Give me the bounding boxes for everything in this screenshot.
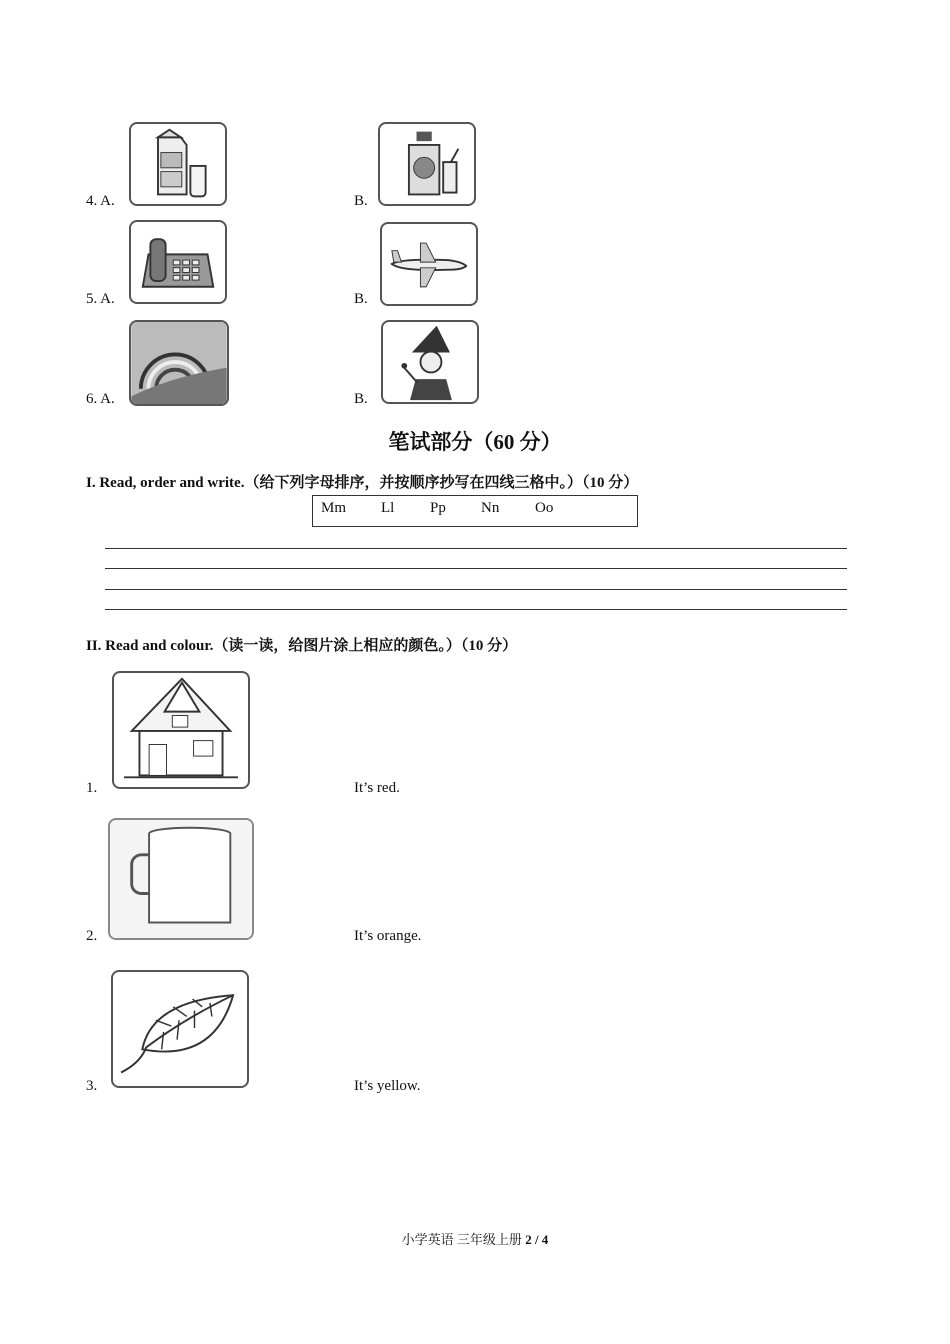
q4-b-label: B. (354, 193, 368, 209)
item-3-number: 3. (86, 1078, 98, 1094)
q5-b-label: B. (354, 291, 368, 307)
letters-box (312, 495, 638, 527)
writing-line (105, 568, 847, 569)
item-2-text: It’s orange. (354, 928, 422, 944)
item-1-text: It’s red. (354, 780, 400, 796)
footer-subject: 小学英语 三年级上册 (401, 1232, 522, 1247)
writing-line (105, 609, 847, 610)
juice-bottle-icon (378, 122, 476, 206)
mug-icon (108, 818, 254, 940)
section-2-heading: II. Read and colour.（读一读，给图片涂上相应的颜色。）（10 分） (86, 638, 518, 654)
letter-item: Oo (535, 500, 554, 516)
item-2-number: 2. (86, 928, 98, 944)
writing-line (105, 589, 847, 590)
q6-a-label: 6. A. (86, 391, 115, 407)
written-section-title: 笔试部分（60 分） (388, 430, 562, 454)
witch-icon (381, 320, 479, 404)
writing-line (105, 548, 847, 549)
item-1-number: 1. (86, 780, 98, 796)
rainbow-icon (129, 320, 229, 406)
q5-a-label: 5. A. (86, 291, 115, 307)
letter-item: Pp (430, 500, 446, 516)
page-footer (0, 1229, 950, 1248)
letter-item: Mm (321, 500, 347, 516)
leaf-icon (111, 970, 249, 1088)
telephone-icon (129, 220, 227, 304)
house-icon (112, 671, 250, 789)
milk-carton-icon (129, 122, 227, 206)
letter-item: Ll (381, 500, 395, 516)
q4-a-label: 4. A. (86, 193, 115, 209)
q6-b-label: B. (354, 391, 368, 407)
item-3-text: It’s yellow. (354, 1078, 421, 1094)
footer-page-number: 2 / 4 (525, 1232, 549, 1247)
section-1-heading: I. Read, order and write.（给下列字母排序，并按顺序抄写在四线三格中。）（10 分） (86, 475, 639, 491)
letter-item: Nn (481, 500, 500, 516)
plane-icon (380, 222, 478, 306)
